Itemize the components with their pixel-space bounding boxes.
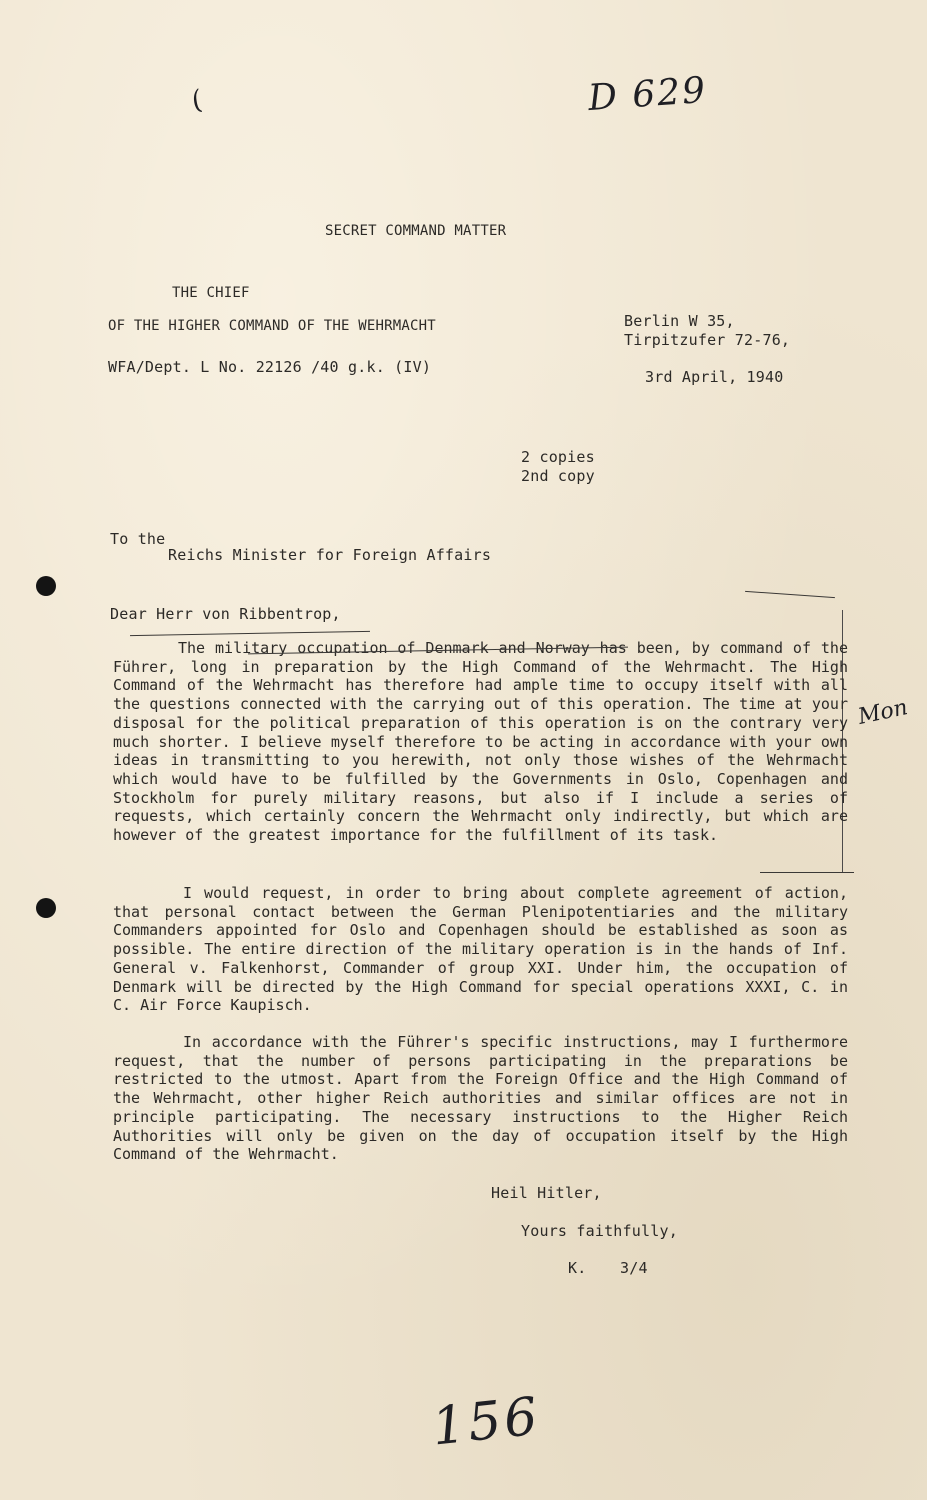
reference-number: WFA/Dept. L No. 22126 /40 g.k. (IV): [108, 358, 432, 376]
punch-hole-lower: [36, 898, 56, 918]
copy-number: 2nd copy: [521, 467, 595, 485]
document-number: D 629: [586, 69, 709, 120]
signature-initial: K.: [568, 1259, 587, 1277]
copies-count: 2 copies: [521, 448, 595, 466]
bracket-end-mark: [760, 872, 854, 873]
closing-greeting: Heil Hitler,: [491, 1184, 602, 1202]
page-number: 156: [429, 1386, 544, 1458]
sender-title: THE CHIEF: [172, 285, 250, 301]
closing-valediction: Yours faithfully,: [521, 1222, 678, 1240]
recipient-line2: Reichs Minister for Foreign Affairs: [168, 546, 492, 564]
corner-mark: (: [187, 85, 207, 117]
salutation: Dear Herr von Ribbentrop,: [110, 605, 341, 623]
body-paragraph-1: The military occupation of Denmark and Norway has been, by command of the Führer, long in preparation by the High Command of the Wehrmacht. The High Command of the Wehrmacht has therefore had ample time to occupy itself with all the questions connected with the carrying out of this operation. The time at your disposal for the political preparation of this operation is on the contrary very much shorter. I believe myself therefore to be acting in accordance with your own ideas in transmitting to you herewith, not only those wishes of the Wehrmacht which would have to be fulfilled by the Governments in Oslo, Copenhagen and Stockholm for purely military reasons, but also if I include a series of requests, which certainly concern the Wehrmacht only indirectly, but which are however of the greatest importance for the fulfillment of its task.: [113, 639, 848, 845]
letter-date: 3rd April, 1940: [645, 368, 784, 386]
signature-date: 3/4: [620, 1259, 648, 1277]
sender-address-line2: Tirpitzufer 72-76,: [624, 331, 791, 349]
recipient-line1: To the: [110, 530, 166, 548]
classification-heading: SECRET COMMAND MATTER: [325, 223, 507, 239]
sender-address-line1: Berlin W 35,: [624, 312, 735, 330]
sender-office: OF THE HIGHER COMMAND OF THE WEHRMACHT: [108, 318, 436, 334]
body-paragraph-3: In accordance with the Führer's specific instructions, may I furthermore request, that the number of persons participating in the preparations be restricted to the utmost. Apart from the Foreign Office and the High Command of the Wehrmacht, other higher Reich authorities and similar offices are not in principle participating. The necessary instructions to the Higher Reich Authorities will only be given on the day of occupation itself by the High Command of the Wehrmacht.: [113, 1033, 848, 1164]
margin-note: Mon: [855, 695, 911, 730]
salutation-underline: [130, 631, 370, 636]
body-paragraph-2: I would request, in order to bring about complete agreement of action, that personal contact between the German Plenipotentiaries and the military Commanders appointed for Oslo and Copenhagen should be established as soon as possible. The entire direction of the military operation is in the hands of Inf. General v. Falkenhorst, Commander of group XXI. Under him, the occupation of Denmark will be directed by the High Command for special operations XXXI, C. in C. Air Force Kaupisch.: [113, 884, 848, 1015]
punch-hole-upper: [36, 576, 56, 596]
top-right-pencil-mark: [745, 591, 835, 598]
